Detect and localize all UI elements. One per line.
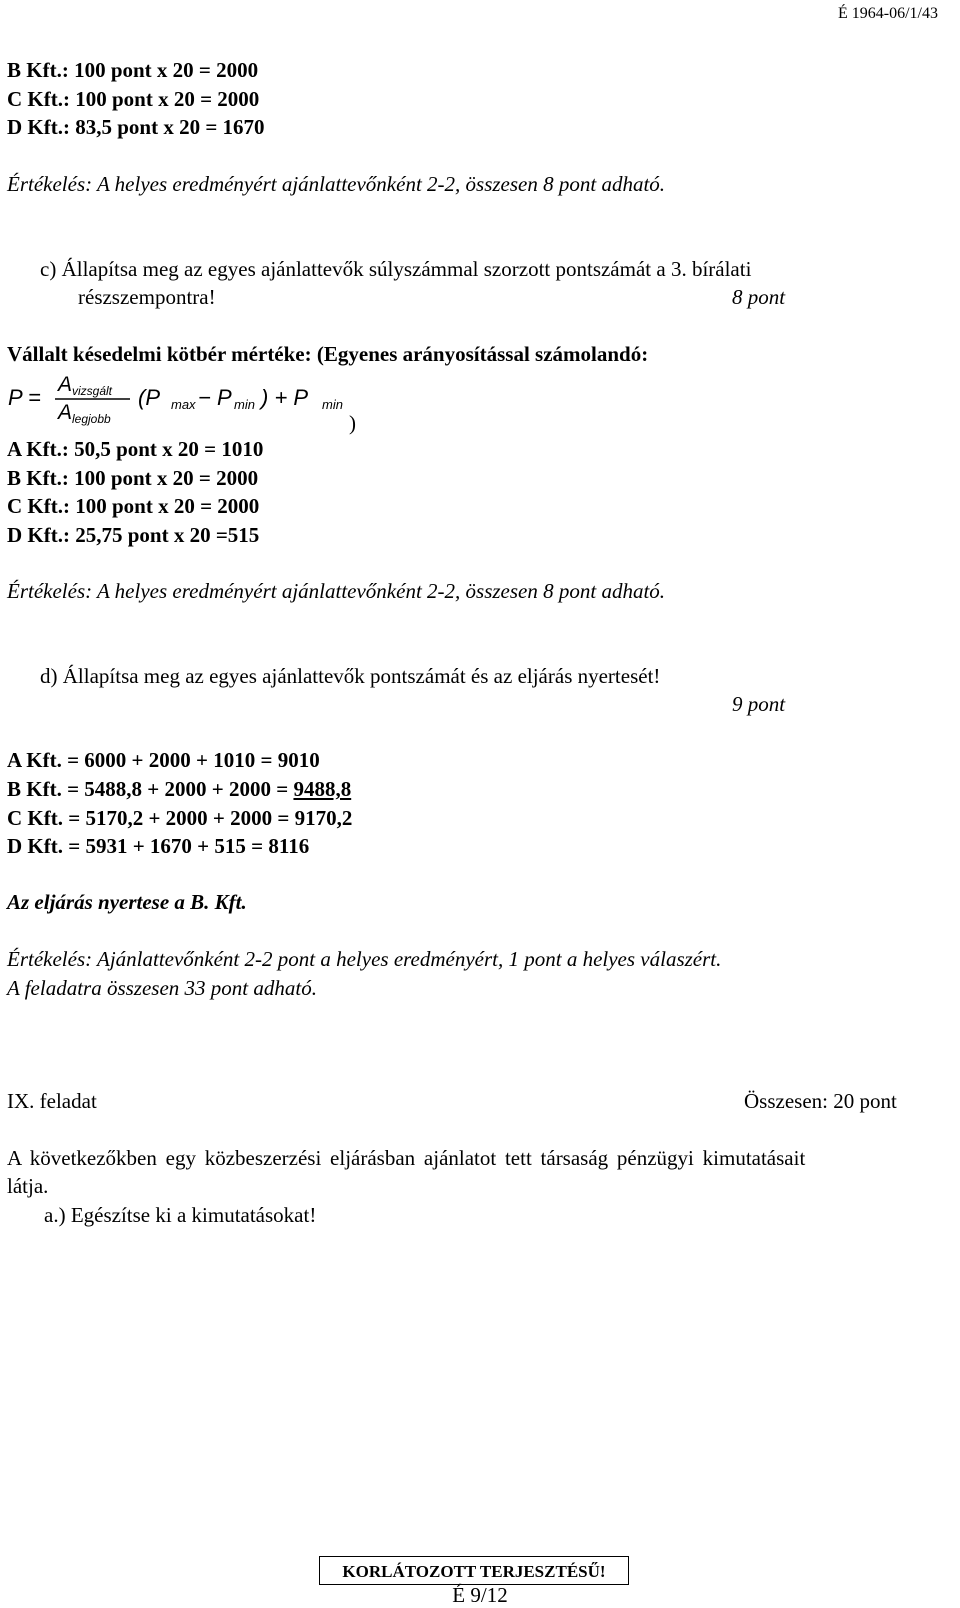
evaluation-note-2: Értékelés: A helyes eredményért ajánlattevőnként 2-2, összesen 8 pont adható.	[7, 579, 666, 603]
restricted-label-box	[319, 1556, 629, 1585]
task-d-points: 9 pont	[732, 692, 786, 716]
total-b-prefix: B Kft. = 5488,8 + 2000 + 2000 =	[7, 777, 294, 801]
formula-closing-paren: )	[349, 411, 356, 435]
evaluation-total: A feladatra összesen 33 pont adható.	[7, 976, 317, 1000]
formula-lhs: P =	[8, 385, 41, 410]
formula-pmax-sub: max	[171, 397, 196, 412]
task-ix-intro: A következőkben egy közbeszerzési eljárásban ajánlatot tett társaság pénzügyi kimutatásait	[7, 1146, 806, 1170]
total-b	[7, 779, 351, 800]
task-ix-title: IX. feladat	[7, 1089, 97, 1113]
formula-numerator-sub: vizsgált	[72, 384, 113, 398]
result-b-weight3: B Kft.: 100 pont x 20 = 2000	[7, 466, 259, 490]
task-c-text-cont: részszempontra!	[78, 285, 216, 309]
formula-pmax: (P	[138, 385, 160, 410]
result-d-weight2: D Kft.: 83,5 pont x 20 = 1670	[7, 115, 265, 139]
formula-pmin-sub: min	[234, 397, 255, 412]
winner-statement: Az eljárás nyertese a B. Kft.	[7, 890, 247, 914]
task-ix-intro-cont: látja.	[7, 1174, 49, 1198]
evaluation-note-3: Értékelés: Ajánlattevőnként 2-2 pont a helyes eredményért, 1 pont a helyes válaszért.	[7, 947, 722, 971]
total-b-highlight: 9488,8	[293, 777, 352, 801]
formula-pmin-sub2: min	[322, 397, 343, 412]
task-c-points: 8 pont	[732, 285, 786, 309]
total-c: C Kft. = 5170,2 + 2000 + 2000 = 9170,2	[7, 806, 353, 830]
result-c-weight3: C Kft.: 100 pont x 20 = 2000	[7, 494, 260, 518]
formula-denominator-sub: legjobb	[72, 412, 111, 426]
restricted-label: KORLÁTOZOTT TERJESZTÉSŰ!	[342, 1562, 606, 1581]
total-a: A Kft. = 6000 + 2000 + 1010 = 9010	[7, 748, 320, 772]
task-c-text: c) Állapítsa meg az egyes ajánlattevők súlyszámmal szorzott pontszámát a 3. bírálati	[40, 257, 752, 281]
evaluation-note: Értékelés: A helyes eredményért ajánlattevőnként 2-2, összesen 8 pont adható.	[7, 172, 666, 196]
proportional-formula	[8, 372, 358, 430]
result-a-weight3: A Kft.: 50,5 pont x 20 = 1010	[7, 437, 264, 461]
result-d-weight3: D Kft.: 25,75 pont x 20 =515	[7, 523, 260, 547]
task-ix-sub-a: a.) Egészítse ki a kimutatásokat!	[44, 1203, 317, 1227]
result-b-weight2: B Kft.: 100 pont x 20 = 2000	[7, 58, 259, 82]
document-code: É 1964-06/1/43	[838, 5, 938, 22]
formula-denominator: A	[58, 401, 73, 424]
task-d-text: d) Állapítsa meg az egyes ajánlattevők pontszámát és az eljárás nyertesét!	[40, 664, 661, 688]
result-c-weight2: C Kft.: 100 pont x 20 = 2000	[7, 87, 260, 111]
formula-plus-pmin: ) + P	[261, 385, 309, 410]
total-d: D Kft. = 5931 + 1670 + 515 = 8116	[7, 834, 310, 858]
c-heading: Vállalt késedelmi kötbér mértéke: (Egyenes arányosítással számolandó:	[7, 342, 649, 366]
formula-pmin: − P	[198, 385, 232, 410]
task-ix-total: Összesen: 20 pont	[744, 1089, 897, 1113]
formula-numerator: A	[58, 373, 73, 396]
page-number: É 9/12	[452, 1583, 508, 1607]
